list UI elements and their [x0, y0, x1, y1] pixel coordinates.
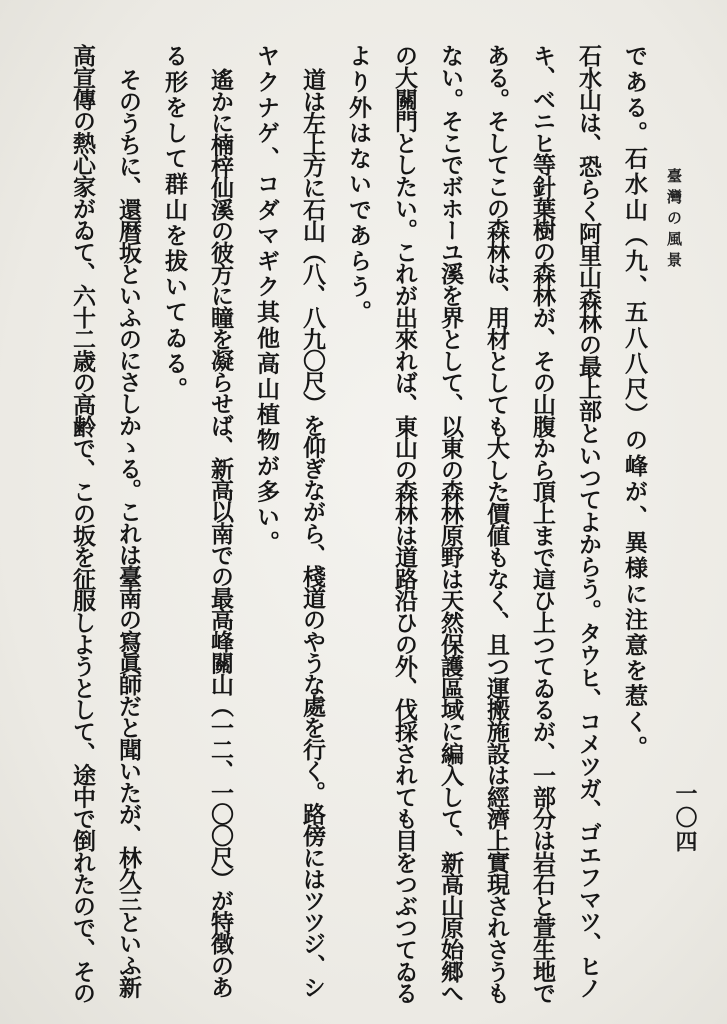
- page-number: 一〇四: [672, 782, 698, 854]
- text-column: ヤクナゲ、コダマギク其他高山植物が多い。: [253, 44, 280, 556]
- text-column: 高宣傳の熱心家がゐて、六十二歳の高齢で、この坂を征服しようとして、途中で倒れたので、その: [69, 44, 96, 1004]
- text-column: そのうちに、還暦坂といふのにさしかゝる。これは臺南の寫眞師だと聞いたが、林久三といふ新: [115, 68, 142, 997]
- text-column: 石水山は、恐らく阿里山森林の最上部といつてよからう。タウヒ、コメツガ、ゴエフマツ、ヒノ: [575, 44, 602, 999]
- text-column: の大關門としたい。これが出來れば、東山の森林は道路沿ひの外、伐採されても目をつぶつてゐる: [391, 44, 418, 1004]
- text-column: 遙かに楠梓仙溪の彼方に瞳を凝らせば、新高以南での最高峰關山（一二、一〇〇尺）が特徴のあ: [207, 68, 234, 997]
- text-column: である。石水山（九、五八八尺）の峰が、異様に注意を惹く。: [621, 44, 648, 761]
- text-column: る形をして群山を拔いてゐる。: [161, 44, 188, 403]
- text-column: キ、ベニヒ等針葉樹の森林が、その山腹から頂上まで這ひ上つてゐるが、一部分は岩石と萱生地で: [529, 44, 556, 1004]
- text-column: ある。そしてこの森林は、用材としても大した價値もなく、且つ運搬施設は經濟上實現されさうも: [483, 44, 510, 1004]
- text-column: 道は左上方に石山（八、八九〇尺）を仰ぎながら、棧道のやうな處を行く。路傍にはツツジ、シ: [299, 68, 326, 997]
- running-header: 臺灣の風景: [665, 168, 683, 273]
- text-column: より外はないであらう。: [345, 44, 372, 326]
- text-column: ない。そこでボホーユ溪を界として、以東の森林原野は天然保護區域に編入して、新高山原始郷へ: [437, 44, 464, 1004]
